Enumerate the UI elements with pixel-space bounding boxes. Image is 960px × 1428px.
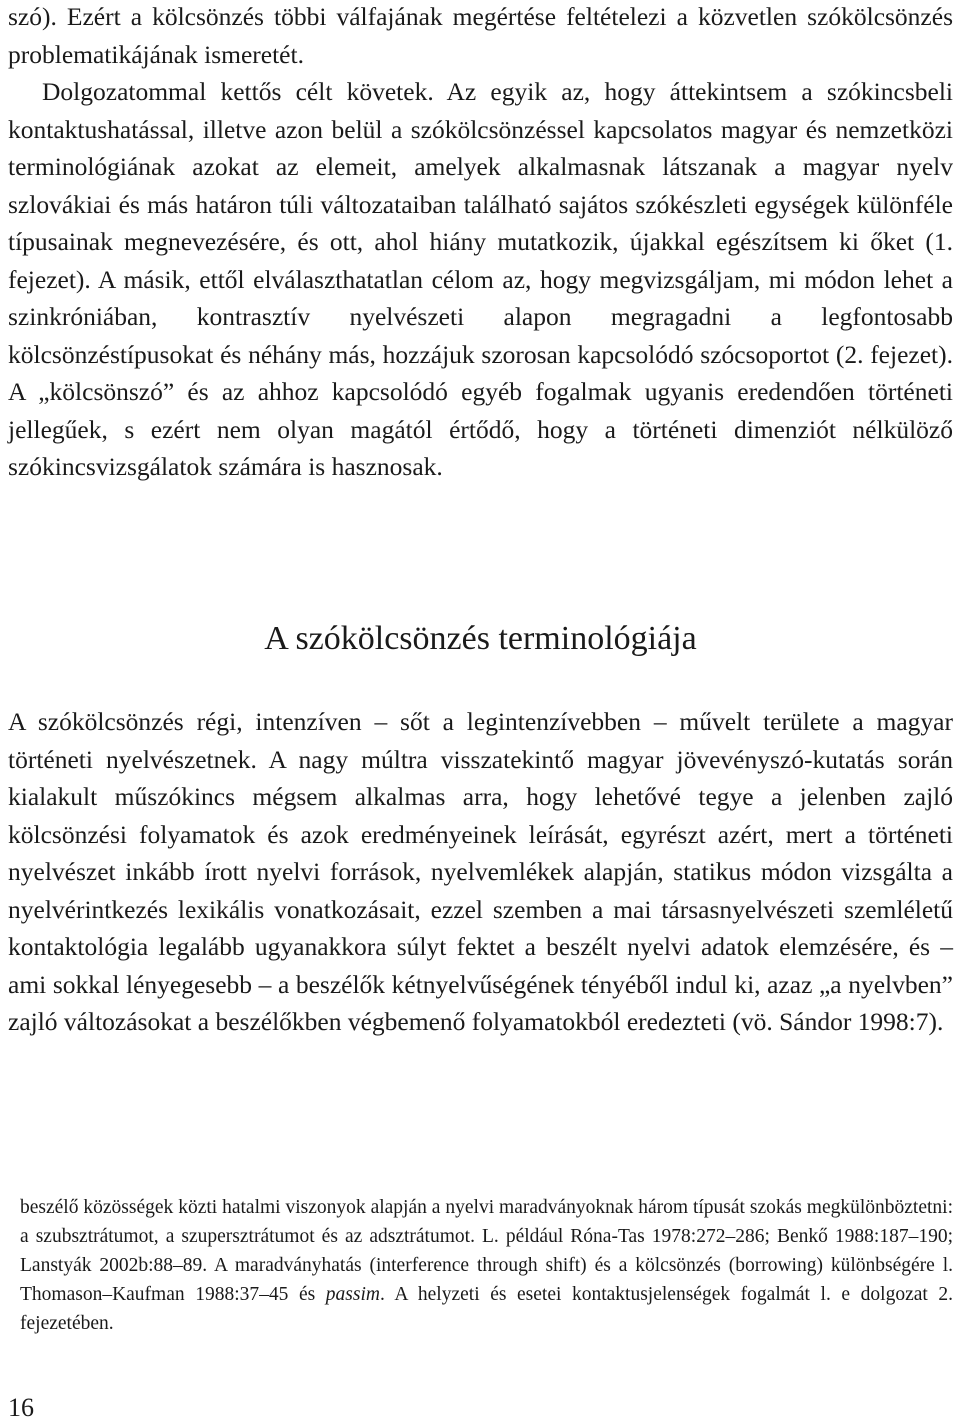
section-heading: A szókölcsönzés terminológiája — [264, 620, 697, 657]
intro-paragraph-goals: Dolgozatommal kettős célt követek. Az egyik az, hogy áttekintsem a szókincsbeli kontaktushatással, illetve azon belül a szókölcsönzéssel kapcsolatos magyar és nemzetközi terminológiának azokat az elemeit, amelyek alkalmasnak látszanak a magyar nyelv szlovákiai és más határon túli változataiban található sajátos szókészleti egységek különféle típusainak megnevezésére, és ott, ahol hiány mutatkozik, újakkal egészítsem ki őket (1. fejezet). A másik, ettől elválaszthatatlan célom az, hogy megvizsgáljam, mi módon lehet a szinkróniában, kontrasztív nyelvészeti alapon megragadni a legfontosabb kölcsönzéstípusokat és néhány más, hozzájuk szorosan kapcsolódó szócsoportot (2. fejezet). A „kölcsönszó” és az ahhoz kapcsolódó egyéb fogalmak ugyanis eredendően történeti jellegűek, s ezért nem olyan magától értődő, hogy a történeti dimenziót nélkülöző szókincsvizsgálatok számára is hasznosak. — [8, 77, 953, 481]
page-number: 16 — [8, 1393, 34, 1422]
footnote-italic-term: passim — [325, 1284, 380, 1305]
intro-paragraph-continuation: szó). Ezért a kölcsönzés többi válfajának megértése feltételezi a közvetlen szókölcsönzés problematikájának ismeretét. — [8, 2, 953, 69]
footnote-text-end: . A helyzeti és esetei kontaktusjelenségek fogalmát l. e dolgozat 2. fejezetében. — [20, 1284, 953, 1334]
footnote-text-start: beszélő közösségek közti hatalmi viszonyok alapján a nyelvi maradványoknak három típusát szokás megkülönböztetni: a szubsztrátumot, a szupersztrátumot és az adsztrátumot. L. például Róna-Tas 1978:272–286; Benkő 1988:187–190; Lanstyák 2002b:88–89. A maradványhatás (interference through shift) és a kölcsönzés (borrowing) különbségére l. Thomason–Kaufman 1988:37–45 és — [20, 1197, 953, 1305]
footnote — [20, 1193, 953, 1338]
section-paragraph: A szókölcsönzés régi, intenzíven – sőt a legintenzívebben – művelt területe a magyar történeti nyelvészetnek. A nagy múltra visszatekintő magyar jövevényszó-kutatás során kialakult műszókincs mégsem alkalmas arra, hogy lehetővé tegye a jelenben zajló kölcsönzési folyamatok és azok eredményeinek leírását, egyrészt azért, mert a történeti nyelvészet inkább írott nyelvi források, nyelvemlékek alapján, statikus módon vizsgálta a nyelvérintkezés lexikális vonatkozásait, ezzel szemben a mai társasnyelvészeti szemléletű kontaktológia legalább ugyanakkora súlyt fektet a beszélt nyelvi adatok elemzésére, és – ami sokkal lényegesebb – a beszélők kétnyelvűségének tényéből indul ki, azaz „a nyelvben” zajló változásokat a beszélőkben végbemenő folyamatokból eredezteti (vö. Sándor 1998:7). — [8, 707, 953, 1036]
